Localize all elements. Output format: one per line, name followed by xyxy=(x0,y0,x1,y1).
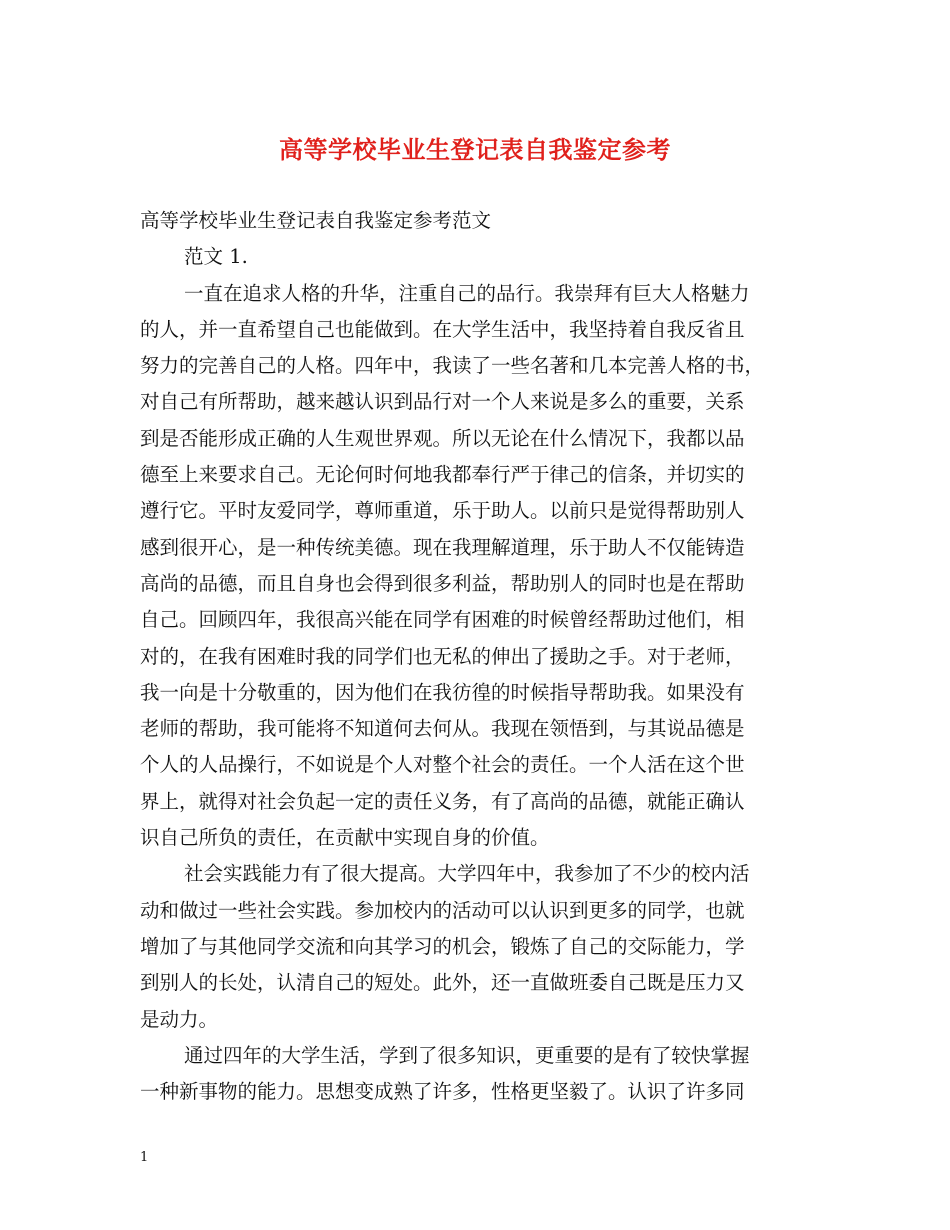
body-line: 我一向是十分敬重的，因为他们在我彷徨的时候指导帮助我。如果没有 xyxy=(140,680,745,704)
body-line: 高等学校毕业生登记表自我鉴定参考范文 xyxy=(140,209,492,232)
body-line: 努力的完善自己的人格。四年中，我读了一些名著和几本完善人格的书， xyxy=(140,354,765,378)
body-line: 感到很开心，是一种传统美德。现在我理解道理，乐于助人不仅能铸造 xyxy=(140,535,745,559)
document-title: 高等学校毕业生登记表自我鉴定参考 xyxy=(279,135,671,164)
body-line: 一直在追求人格的升华，注重自己的品行。我崇拜有巨大人格魅力 xyxy=(184,281,750,305)
body-line: 对自己有所帮助，越来越认识到品行对一个人来说是多么的重要，关系 xyxy=(140,390,745,414)
body-line: 动和做过一些社会实践。参加校内的活动可以认识到更多的同学，也就 xyxy=(140,898,745,922)
body-line: 德至上来要求自己。无论何时何地我都奉行严于律己的信条，并切实的 xyxy=(140,463,745,487)
body-line: 是动力。 xyxy=(140,1007,219,1031)
body-line: 增加了与其他同学交流和向其学习的机会，锻炼了自己的交际能力，学 xyxy=(140,934,745,958)
body-line: 到别人的长处，认清自己的短处。此外，还一直做班委自己既是压力又 xyxy=(140,971,745,995)
body-line: 自己。回顾四年，我很高兴能在同学有困难的时候曾经帮助过他们，相 xyxy=(140,608,745,632)
page-number: 1 xyxy=(140,1150,149,1165)
body-line: 范文 1. xyxy=(184,245,248,269)
body-line: 到是否能形成正确的人生观世界观。所以无论在什么情况下，我都以品 xyxy=(140,426,745,450)
body-line: 老师的帮助，我可能将不知道何去何从。我现在领悟到，与其说品德是 xyxy=(140,717,745,741)
document-body xyxy=(140,203,815,1110)
body-line: 个人的人品操行，不如说是个人对整个社会的责任。一个人活在这个世 xyxy=(140,753,745,777)
body-line: 识自己所负的责任，在贡献中实现自身的价值。 xyxy=(140,826,550,850)
body-line: 界上，就得对社会负起一定的责任义务，有了高尚的品德，就能正确认 xyxy=(140,789,745,813)
body-line: 的人，并一直希望自己也能做到。在大学生活中，我坚持着自我反省且 xyxy=(140,317,745,341)
body-line: 遵行它。平时友爱同学，尊师重道，乐于助人。以前只是觉得帮助别人 xyxy=(140,499,745,523)
body-line: 社会实践能力有了很大提高。大学四年中，我参加了不少的校内活 xyxy=(184,862,750,886)
body-line: 高尚的品德，而且自身也会得到很多利益，帮助别人的同时也是在帮助 xyxy=(140,571,745,595)
body-line: 通过四年的大学生活，学到了很多知识，更重要的是有了较快掌握 xyxy=(184,1043,750,1067)
body-line: 一种新事物的能力。思想变成熟了许多，性格更坚毅了。认识了许多同 xyxy=(140,1080,745,1104)
body-line: 对的，在我有困难时我的同学们也无私的伸出了援助之手。对于老师， xyxy=(140,644,745,668)
